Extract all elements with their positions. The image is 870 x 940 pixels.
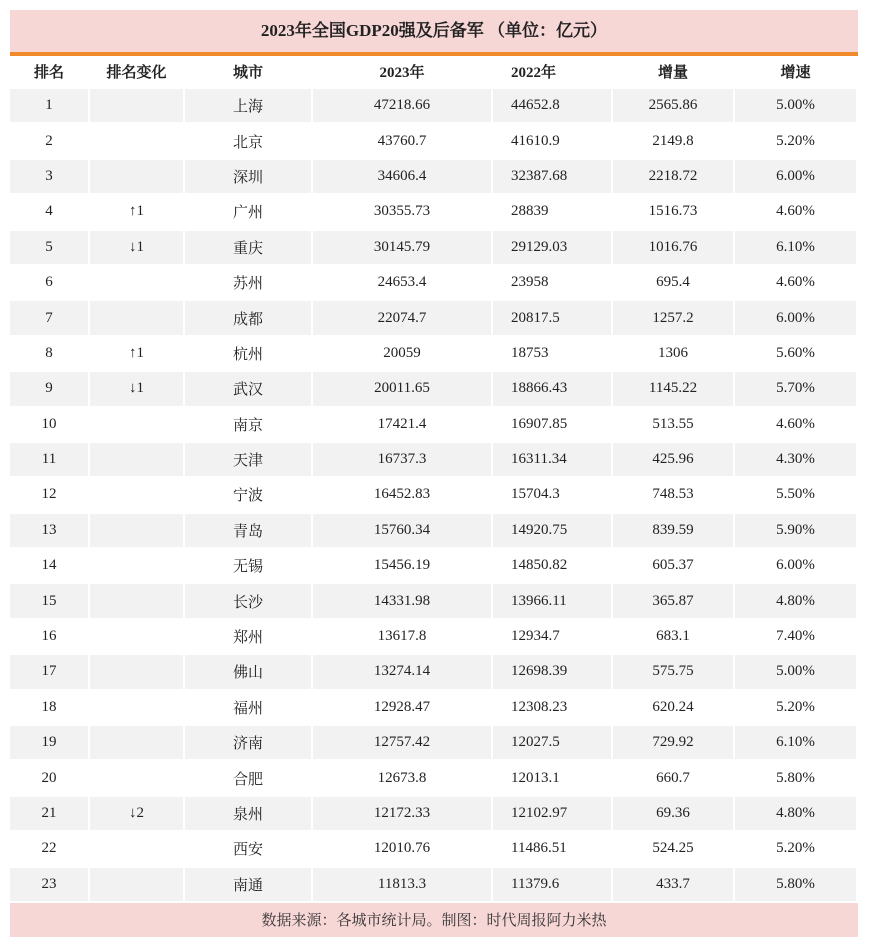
cell-gdp-2022: 18866.43 [493,372,613,407]
cell-gdp-2022: 44652.8 [493,89,613,124]
cell-gdp-2023: 15456.19 [313,549,493,584]
cell-increase: 605.37 [613,549,735,584]
cell-growth-rate: 5.20% [735,691,858,726]
cell-growth-rate: 5.50% [735,478,858,513]
cell-gdp-2023: 12010.76 [313,832,493,867]
cell-rank-change [90,443,185,478]
cell-rank-change: ↓2 [90,797,185,832]
cell-city: 武汉 [185,372,313,407]
cell-gdp-2023: 34606.4 [313,160,493,195]
cell-rank-change [90,124,185,159]
cell-gdp-2023: 43760.7 [313,124,493,159]
cell-increase: 1306 [613,337,735,372]
cell-rank: 1 [10,89,90,124]
header-increase: 增量 [613,56,735,89]
header-2022: 2022年 [493,56,613,89]
cell-growth-rate: 6.10% [735,726,858,761]
table-row [10,231,858,266]
cell-increase: 1016.76 [613,231,735,266]
cell-city: 合肥 [185,761,313,796]
cell-increase: 513.55 [613,408,735,443]
table-row [10,195,858,230]
cell-rank-change: ↓1 [90,231,185,266]
cell-gdp-2023: 14331.98 [313,584,493,619]
cell-increase: 748.53 [613,478,735,513]
cell-increase: 620.24 [613,691,735,726]
cell-city: 泉州 [185,797,313,832]
cell-increase: 365.87 [613,584,735,619]
cell-gdp-2022: 28839 [493,195,613,230]
table-row [10,691,858,726]
table-row [10,337,858,372]
cell-growth-rate: 4.80% [735,797,858,832]
cell-rank: 16 [10,620,90,655]
cell-gdp-2022: 11486.51 [493,832,613,867]
cell-city: 广州 [185,195,313,230]
header-2023: 2023年 [313,56,493,89]
table-row [10,868,858,903]
cell-gdp-2022: 12027.5 [493,726,613,761]
cell-rank: 7 [10,301,90,336]
cell-gdp-2022: 16311.34 [493,443,613,478]
cell-growth-rate: 4.60% [735,266,858,301]
cell-gdp-2023: 16452.83 [313,478,493,513]
table-header-row [10,56,858,89]
header-city: 城市 [185,56,313,89]
cell-growth-rate: 6.10% [735,231,858,266]
cell-rank-change [90,761,185,796]
header-growth: 增速 [735,56,858,89]
cell-city: 深圳 [185,160,313,195]
cell-rank: 4 [10,195,90,230]
cell-increase: 839.59 [613,514,735,549]
cell-gdp-2023: 12673.8 [313,761,493,796]
table-row [10,514,858,549]
cell-increase: 433.7 [613,868,735,903]
cell-rank-change: ↑1 [90,337,185,372]
cell-growth-rate: 5.90% [735,514,858,549]
cell-gdp-2023: 17421.4 [313,408,493,443]
cell-growth-rate: 5.70% [735,372,858,407]
cell-increase: 1516.73 [613,195,735,230]
table-row [10,478,858,513]
table-row [10,372,858,407]
cell-growth-rate: 4.60% [735,195,858,230]
cell-rank: 17 [10,655,90,690]
cell-rank-change [90,832,185,867]
cell-rank: 20 [10,761,90,796]
cell-rank: 23 [10,868,90,903]
cell-city: 青岛 [185,514,313,549]
cell-rank-change: ↓1 [90,372,185,407]
cell-gdp-2023: 13274.14 [313,655,493,690]
cell-gdp-2022: 20817.5 [493,301,613,336]
cell-city: 西安 [185,832,313,867]
cell-gdp-2022: 12102.97 [493,797,613,832]
cell-gdp-2023: 47218.66 [313,89,493,124]
cell-increase: 729.92 [613,726,735,761]
cell-gdp-2022: 12308.23 [493,691,613,726]
cell-rank: 2 [10,124,90,159]
cell-rank: 8 [10,337,90,372]
cell-increase: 2565.86 [613,89,735,124]
cell-rank-change [90,514,185,549]
cell-growth-rate: 6.00% [735,160,858,195]
cell-gdp-2023: 20059 [313,337,493,372]
cell-growth-rate: 6.00% [735,549,858,584]
cell-gdp-2022: 15704.3 [493,478,613,513]
cell-city: 南京 [185,408,313,443]
cell-increase: 425.96 [613,443,735,478]
cell-gdp-2022: 29129.03 [493,231,613,266]
cell-growth-rate: 5.00% [735,655,858,690]
cell-growth-rate: 5.80% [735,868,858,903]
table-row [10,301,858,336]
cell-increase: 1257.2 [613,301,735,336]
cell-gdp-2022: 14920.75 [493,514,613,549]
cell-rank-change [90,301,185,336]
cell-city: 成都 [185,301,313,336]
cell-increase: 524.25 [613,832,735,867]
cell-increase: 575.75 [613,655,735,690]
cell-increase: 660.7 [613,761,735,796]
table-row [10,584,858,619]
cell-gdp-2023: 11813.3 [313,868,493,903]
cell-rank: 6 [10,266,90,301]
cell-rank-change [90,868,185,903]
cell-growth-rate: 4.30% [735,443,858,478]
cell-gdp-2022: 14850.82 [493,549,613,584]
cell-city: 福州 [185,691,313,726]
cell-rank: 15 [10,584,90,619]
cell-gdp-2022: 12698.39 [493,655,613,690]
cell-growth-rate: 5.00% [735,89,858,124]
cell-city: 宁波 [185,478,313,513]
table-row [10,549,858,584]
cell-increase: 69.36 [613,797,735,832]
cell-gdp-2023: 12172.33 [313,797,493,832]
cell-gdp-2022: 32387.68 [493,160,613,195]
cell-gdp-2023: 24653.4 [313,266,493,301]
cell-gdp-2023: 20011.65 [313,372,493,407]
cell-city: 上海 [185,89,313,124]
cell-city: 天津 [185,443,313,478]
cell-city: 苏州 [185,266,313,301]
cell-gdp-2022: 12013.1 [493,761,613,796]
cell-gdp-2023: 13617.8 [313,620,493,655]
cell-rank-change [90,691,185,726]
cell-increase: 1145.22 [613,372,735,407]
cell-rank-change: ↑1 [90,195,185,230]
cell-growth-rate: 5.20% [735,124,858,159]
cell-rank-change [90,726,185,761]
cell-growth-rate: 5.20% [735,832,858,867]
cell-rank-change [90,89,185,124]
cell-growth-rate: 5.80% [735,761,858,796]
header-rank-change: 排名变化 [90,56,185,89]
cell-rank: 14 [10,549,90,584]
cell-city: 北京 [185,124,313,159]
cell-increase: 2149.8 [613,124,735,159]
cell-rank: 22 [10,832,90,867]
table-body [10,89,858,903]
gdp-table [10,56,858,903]
cell-rank: 13 [10,514,90,549]
cell-rank: 10 [10,408,90,443]
cell-gdp-2023: 30355.73 [313,195,493,230]
cell-rank-change [90,266,185,301]
table-row [10,620,858,655]
cell-city: 郑州 [185,620,313,655]
cell-rank: 5 [10,231,90,266]
cell-gdp-2022: 16907.85 [493,408,613,443]
cell-city: 无锡 [185,549,313,584]
table-title: 2023年全国GDP20强及后备军 （单位：亿元） [10,10,858,52]
cell-gdp-2022: 18753 [493,337,613,372]
table-row [10,832,858,867]
cell-city: 佛山 [185,655,313,690]
header-rank: 排名 [10,56,90,89]
table-row [10,89,858,124]
table-row [10,726,858,761]
cell-rank: 9 [10,372,90,407]
cell-rank-change [90,584,185,619]
cell-increase: 695.4 [613,266,735,301]
table-row [10,761,858,796]
source-note: 数据来源：各城市统计局。制图：时代周报阿力米热 [10,903,858,937]
table-row [10,124,858,159]
cell-rank-change [90,620,185,655]
cell-rank: 21 [10,797,90,832]
cell-growth-rate: 6.00% [735,301,858,336]
cell-growth-rate: 5.60% [735,337,858,372]
cell-increase: 683.1 [613,620,735,655]
cell-city: 济南 [185,726,313,761]
cell-gdp-2022: 41610.9 [493,124,613,159]
cell-growth-rate: 4.60% [735,408,858,443]
cell-gdp-2022: 13966.11 [493,584,613,619]
table-row [10,443,858,478]
table-row [10,655,858,690]
table-row [10,266,858,301]
cell-gdp-2023: 12928.47 [313,691,493,726]
cell-rank-change [90,655,185,690]
table-row [10,797,858,832]
cell-rank: 3 [10,160,90,195]
cell-gdp-2023: 30145.79 [313,231,493,266]
cell-rank: 19 [10,726,90,761]
cell-city: 长沙 [185,584,313,619]
cell-rank-change [90,408,185,443]
cell-rank: 18 [10,691,90,726]
cell-gdp-2023: 16737.3 [313,443,493,478]
cell-growth-rate: 7.40% [735,620,858,655]
table-row [10,160,858,195]
cell-city: 杭州 [185,337,313,372]
cell-growth-rate: 4.80% [735,584,858,619]
cell-rank: 11 [10,443,90,478]
cell-rank: 12 [10,478,90,513]
cell-gdp-2022: 11379.6 [493,868,613,903]
cell-gdp-2022: 23958 [493,266,613,301]
cell-gdp-2023: 12757.42 [313,726,493,761]
cell-rank-change [90,549,185,584]
cell-city: 重庆 [185,231,313,266]
cell-gdp-2022: 12934.7 [493,620,613,655]
cell-city: 南通 [185,868,313,903]
cell-rank-change [90,160,185,195]
cell-increase: 2218.72 [613,160,735,195]
cell-rank-change [90,478,185,513]
table-row [10,408,858,443]
cell-gdp-2023: 15760.34 [313,514,493,549]
cell-gdp-2023: 22074.7 [313,301,493,336]
